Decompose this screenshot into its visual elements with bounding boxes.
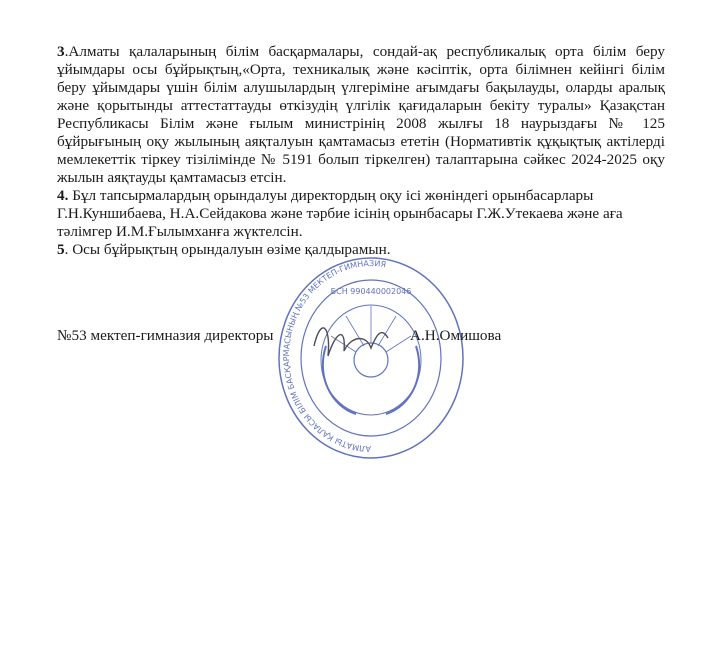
item-4 [57, 187, 665, 241]
text-line: бұйрығының оқу жылының аяқталуын қамтамасыз ететін (Нормативтік құқықтық актілерді [57, 133, 665, 150]
text-line: және қорытынды аттестаттауды өткізудің үлгілік қағидаларын бекіту туралы» Қазақстан [57, 97, 665, 114]
text-line: ұйымдары осы бұйрықтың,«Орта, техникалық және кәсіптік, орта білімнен кейінгі білім [57, 61, 665, 78]
item-4-number: 4. [57, 187, 69, 204]
svg-text:БСН 990440002046: БСН 990440002046 [330, 287, 412, 296]
item-3 [57, 43, 665, 187]
item-5-number: 5 [57, 241, 65, 258]
text-line: .Алматы қалаларының білім басқармалары, сондай-ақ республикалық орта білім беру [64, 43, 665, 60]
text-line: . Осы бұйрықтың орындалуын өзіме қалдырамын. [64, 241, 391, 258]
text-line: жылын аяқтауды қамтамасыз етсін. [57, 169, 287, 186]
signature-position: №53 мектеп-гимназия директоры [57, 327, 274, 344]
signature-name: А.Н.Омишова [410, 327, 502, 344]
official-stamp [276, 256, 466, 461]
text-line: мемлекеттік тіркеу тізілімінде № 5191 болып тіркелген) талаптарына сәйкес 2024-2025 оқу [57, 151, 665, 168]
text-line: беру ұйымдары үшін білім алушылардың үлгеріміне ағымдағы бақылауды, оларды аралық [57, 79, 665, 96]
text-line: Г.Н.Куншибаева, Н.А.Сейдакова және тәрбие ісінің орынбасары Г.Ж.Утекаева және аға [57, 205, 623, 222]
item-3-number: 3 [57, 43, 65, 60]
svg-text:АЛМАТЫ ҚАЛАСЫ БІЛІМ БАСҚАРМАСЫ: АЛМАТЫ ҚАЛАСЫ БІЛІМ БАСҚАРМАСЫНЫҢ №53 МЕКТЕП-ГИМНАЗИЯ [281, 258, 387, 454]
text-line: тәлімгер И.М.Ғылымханға жүктелсін. [57, 223, 303, 240]
text-line: Республикасы Білім және ғылым министрінің 2008 жылғы 18 наурыздағы № 125 [57, 115, 665, 132]
document-body [57, 43, 665, 259]
text-line: Бұл тапсырмалардың орындалуы директордың оқу ісі жөніндегі орынбасарлары [68, 187, 594, 204]
